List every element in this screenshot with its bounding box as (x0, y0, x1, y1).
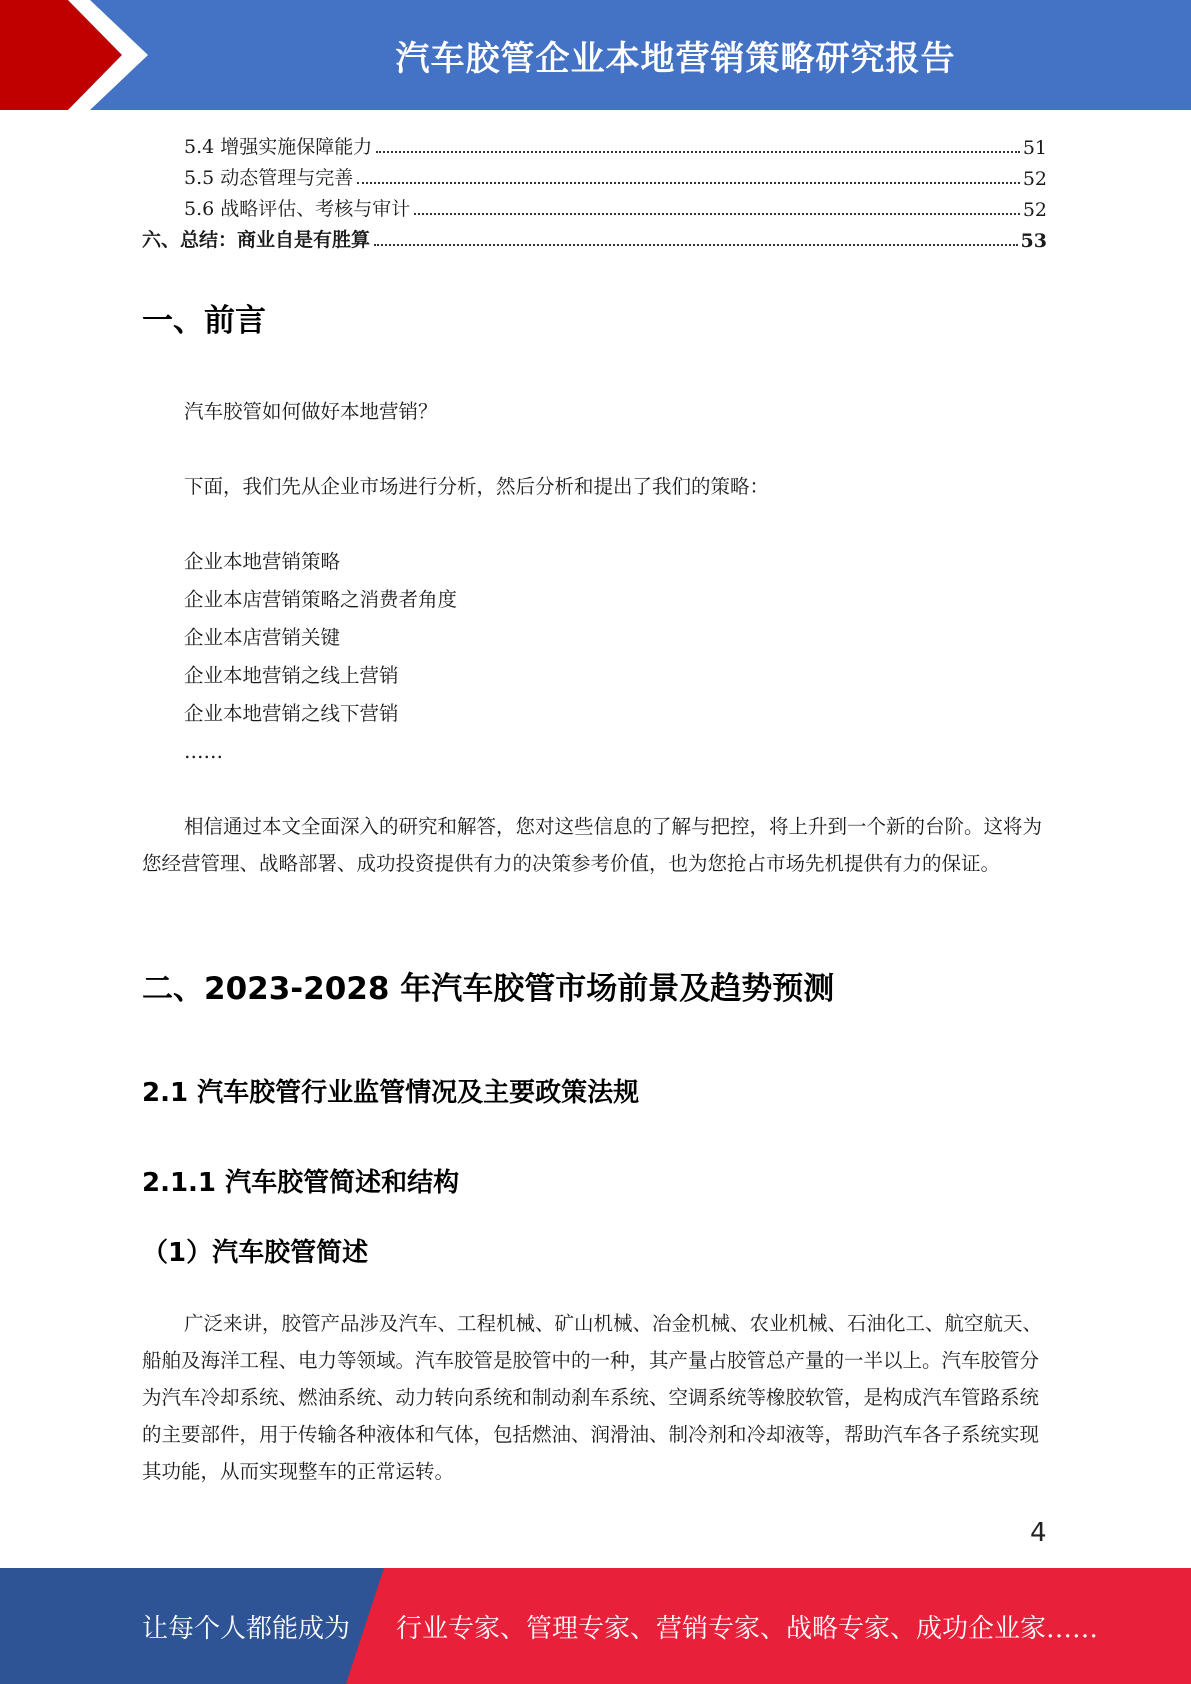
list-item: 企业本地营销策略 (184, 550, 341, 573)
table-of-contents (142, 128, 1047, 252)
page-footer (0, 1568, 1191, 1684)
header-chevron-icon (0, 0, 160, 110)
list-item: …… (184, 740, 223, 763)
toc-leader (374, 244, 1018, 246)
list-item: 企业本地营销之线上营销 (184, 664, 399, 687)
list-item: 企业本店营销策略之消费者角度 (184, 588, 458, 611)
list-item: 企业本店营销关键 (184, 626, 341, 649)
section-heading: 一、前言 (142, 303, 266, 339)
toc-item-label: 5.5 动态管理与完善 (184, 167, 354, 189)
section-heading: 二、2023-2028 年汽车胶管市场前景及趋势预测 (142, 971, 835, 1007)
toc-item-page: 52 (1022, 168, 1047, 190)
list-item: 企业本地营销之线下营销 (184, 702, 399, 725)
toc-item[interactable] (142, 190, 1047, 221)
toc-item-page: 52 (1022, 199, 1047, 221)
subsection-heading: 2.1.1 汽车胶管简述和结构 (142, 1168, 460, 1198)
toc-item-label: 5.4 增强实施保障能力 (184, 136, 373, 158)
toc-leader (414, 213, 1020, 215)
toc-item-page: 53 (1020, 230, 1047, 252)
paragraph: 相信通过本文全面深入的研究和解答，您对这些信息的了解与把控，将上升到一个新的台阶。这将为您经营管理、战略部署、成功投资提供有力的决策参考价值，也为您抢占市场先机提供有力的保证。 (142, 815, 1043, 875)
footer-slogan-left: 让每个人都能成为 (142, 1613, 351, 1644)
report-title: 汽车胶管企业本地营销策略研究报告 (395, 38, 956, 79)
paragraph: 广泛来讲，胶管产品涉及汽车、工程机械、矿山机械、冶金机械、农业机械、石油化工、航空航天、船舶及海洋工程、电力等领域。汽车胶管是胶管中的一种，其产量占胶管总产量的一半以上。汽车胶管分为汽车冷却系统、燃油系统、动力转向系统和制动刹车系统、空调系统等橡胶软管，是构成汽车管路系统的主要部件，用于传输各种液体和气体，包括燃油、润滑油、制冷剂和冷却液等，帮助汽车各子系统实现其功能，从而实现整车的正常运转。 (142, 1312, 1043, 1483)
strategy-list (184, 543, 457, 771)
toc-item[interactable] (142, 221, 1047, 252)
toc-leader (376, 151, 1020, 153)
footer-slogan-right: 行业专家、管理专家、营销专家、战略专家、成功企业家…… (396, 1613, 1099, 1644)
toc-leader (357, 182, 1020, 184)
toc-item[interactable] (142, 159, 1047, 190)
subsection-heading: （1）汽车胶管简述 (142, 1238, 369, 1268)
toc-item-page: 51 (1022, 137, 1047, 159)
toc-item-label: 5.6 战略评估、考核与审计 (184, 198, 411, 220)
paragraph: 下面，我们先从企业市场进行分析，然后分析和提出了我们的策略： (184, 475, 770, 498)
subsection-heading: 2.1 汽车胶管行业监管情况及主要政策法规 (142, 1078, 640, 1108)
page-number: 4 (1030, 1518, 1047, 1548)
toc-item-label: 六、总结：商业自是有胜算 (142, 229, 371, 251)
page-header (0, 0, 1191, 110)
toc-item[interactable] (142, 128, 1047, 159)
paragraph: 汽车胶管如何做好本地营销？ (184, 400, 438, 423)
